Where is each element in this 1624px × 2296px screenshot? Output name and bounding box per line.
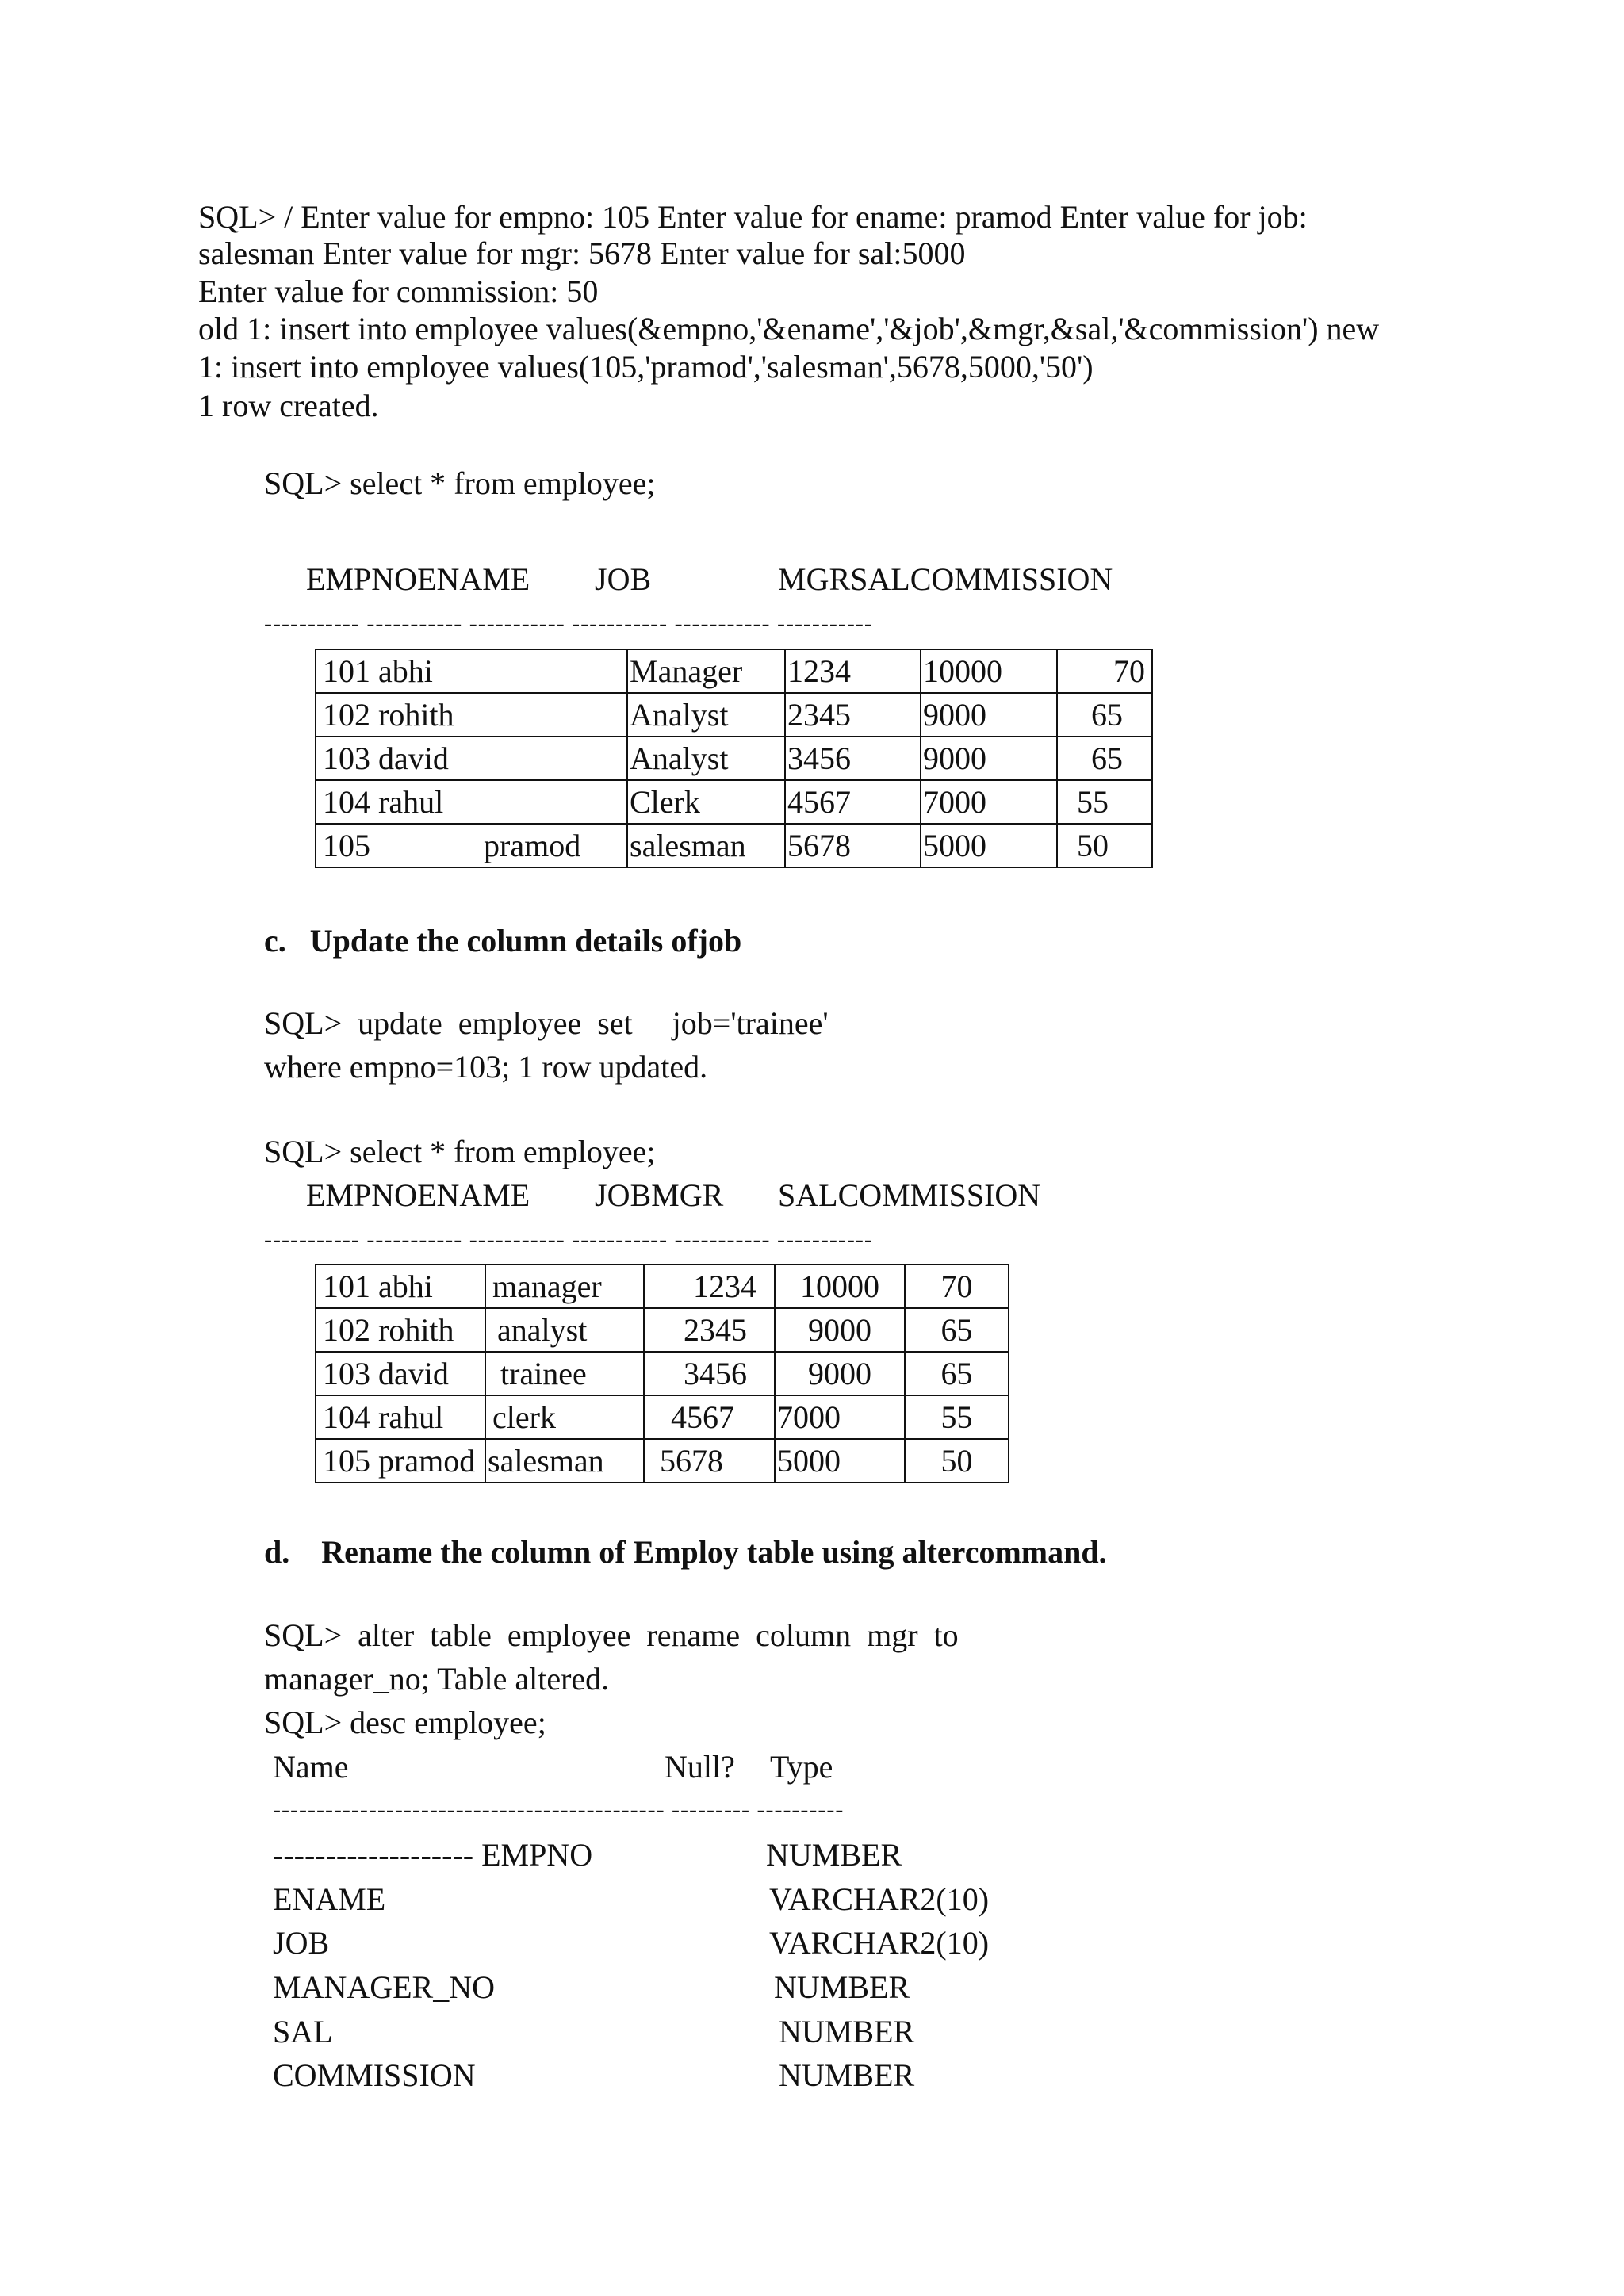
table-cell: Clerk <box>627 780 785 824</box>
desc-row-sal-type: NUMBER <box>779 2014 915 2049</box>
desc-header-null: Null? <box>665 1749 735 1785</box>
select-command-2: SQL> select * from employee; <box>264 1134 656 1169</box>
table-cell: pramod <box>484 824 627 867</box>
table-cell: 65 <box>1057 737 1152 780</box>
desc-row-empno-type: NUMBER <box>766 1837 902 1873</box>
desc-row-ename-name: ENAME <box>273 1881 386 1917</box>
insert-prompt-line-1: SQL> / Enter value for empno: 105 Enter value for ename: pramod Enter value for job: <box>198 199 1308 235</box>
table-cell: 101 abhi <box>316 649 484 693</box>
select2-header-sal-commission: SALCOMMISSION <box>778 1177 1041 1213</box>
table-cell: 5000 <box>775 1439 905 1483</box>
alter-command-line-1: SQL> alter table employee rename column mgr to <box>264 1617 959 1653</box>
desc-row-empno-name: ------------------- EMPNO <box>273 1837 593 1873</box>
desc-command: SQL> desc employee; <box>264 1705 546 1740</box>
table-cell: 9000 <box>921 693 1057 737</box>
table-cell: 9000 <box>775 1308 905 1352</box>
desc-row-sal-name: SAL <box>273 2014 333 2049</box>
table-cell: 2345 <box>644 1308 775 1352</box>
table-cell: 7000 <box>775 1395 905 1439</box>
select2-result-table <box>315 1264 1009 1483</box>
table-cell: 4567 <box>644 1395 775 1439</box>
select2-header-empno-ename: EMPNOENAME <box>306 1177 530 1213</box>
table-cell: Manager <box>627 649 785 693</box>
desc-header-name: Name <box>273 1749 349 1785</box>
table-cell <box>484 780 627 824</box>
insert-prompt-line-5: 1: insert into employee values(105,'pramod','salesman',5678,5000,'50') <box>198 349 1094 385</box>
table-cell: 50 <box>1057 824 1152 867</box>
table-cell: 9000 <box>775 1352 905 1395</box>
table-cell: analyst <box>485 1308 644 1352</box>
table-cell: 105 pramod <box>316 1439 485 1483</box>
table-cell: trainee <box>485 1352 644 1395</box>
table-row <box>316 1395 1009 1439</box>
table-cell: 1234 <box>785 649 921 693</box>
alter-command-line-2: manager_no; Table altered. <box>264 1661 610 1697</box>
table-cell: 65 <box>905 1352 1009 1395</box>
desc-row-ename-type: VARCHAR2(10) <box>769 1881 990 1917</box>
table-cell: 104 rahul <box>316 780 484 824</box>
select1-header-mgr-sal-commission: MGRSALCOMMISSION <box>778 561 1113 597</box>
insert-prompt-line-2: salesman Enter value for mgr: 5678 Enter value for sal:5000 <box>198 235 966 271</box>
select2-header-job-mgr: JOBMGR <box>595 1177 724 1213</box>
table-cell: 50 <box>905 1439 1009 1483</box>
table-row <box>316 1265 1009 1308</box>
table-cell: manager <box>485 1265 644 1308</box>
table-cell: 102 rohith <box>316 1308 485 1352</box>
desc-row-commission-type: NUMBER <box>779 2057 915 2093</box>
table-cell <box>484 649 627 693</box>
table-cell: 4567 <box>785 780 921 824</box>
update-command-line-1: SQL> update employee set job='trainee' <box>264 1005 829 1041</box>
insert-prompt-line-4: old 1: insert into employee values(&empno,'&ename','&job',&mgr,&sal,'&commission') new <box>198 311 1380 346</box>
desc-header-type: Type <box>770 1749 833 1785</box>
select2-dash-separator: ----------- ----------- ----------- ----------- ----------- ----------- <box>264 1226 873 1253</box>
select1-header-job: JOB <box>595 561 652 597</box>
select-command-1: SQL> select * from employee; <box>264 465 656 501</box>
table-cell: 70 <box>905 1265 1009 1308</box>
update-command-line-2: where empno=103; 1 row updated. <box>264 1049 708 1085</box>
table-cell: 7000 <box>921 780 1057 824</box>
table-cell: 5678 <box>644 1439 775 1483</box>
table-cell: 70 <box>1057 649 1152 693</box>
table-cell: salesman <box>627 824 785 867</box>
table-cell: 65 <box>905 1308 1009 1352</box>
table-cell: Analyst <box>627 737 785 780</box>
desc-row-job-type: VARCHAR2(10) <box>769 1925 990 1961</box>
table-cell: 3456 <box>644 1352 775 1395</box>
section-c-heading: c. Update the column details ofjob <box>264 923 742 959</box>
table-cell: 55 <box>905 1395 1009 1439</box>
desc-row-commission-name: COMMISSION <box>273 2057 476 2093</box>
insert-prompt-line-3: Enter value for commission: 50 <box>198 274 599 309</box>
table-cell: 55 <box>1057 780 1152 824</box>
select1-dash-separator: ----------- ----------- ----------- ----------- ----------- ----------- <box>264 610 873 637</box>
desc-row-manager-no-type: NUMBER <box>774 1969 910 2005</box>
table-row <box>316 649 1152 693</box>
table-cell <box>484 693 627 737</box>
table-cell: 65 <box>1057 693 1152 737</box>
desc-row-manager-no-name: MANAGER_NO <box>273 1969 495 2005</box>
table-cell: 5000 <box>921 824 1057 867</box>
table-row <box>316 1352 1009 1395</box>
desc-dash-separator: --------------------------------------------- --------- ---------- <box>273 1797 845 1823</box>
table-cell: 102 rohith <box>316 693 484 737</box>
insert-prompt-line-6: 1 row created. <box>198 388 379 423</box>
table-cell: 9000 <box>921 737 1057 780</box>
table-cell: 105 <box>316 824 484 867</box>
table-row <box>316 1308 1009 1352</box>
select1-result-table <box>315 649 1153 868</box>
table-row <box>316 1439 1009 1483</box>
table-cell: 5678 <box>785 824 921 867</box>
table-cell: 1234 <box>644 1265 775 1308</box>
table-row <box>316 824 1152 867</box>
desc-row-job-name: JOB <box>273 1925 330 1961</box>
table-cell: 103 david <box>316 1352 485 1395</box>
select1-header-empno-ename: EMPNOENAME <box>306 561 530 597</box>
table-cell: 10000 <box>921 649 1057 693</box>
table-cell <box>484 737 627 780</box>
table-cell: 2345 <box>785 693 921 737</box>
table-cell: 3456 <box>785 737 921 780</box>
table-row <box>316 693 1152 737</box>
table-cell: 101 abhi <box>316 1265 485 1308</box>
table-row <box>316 737 1152 780</box>
table-cell: 103 david <box>316 737 484 780</box>
table-cell: 10000 <box>775 1265 905 1308</box>
table-row <box>316 780 1152 824</box>
table-cell: salesman <box>485 1439 644 1483</box>
section-d-heading: d. Rename the column of Employ table using altercommand. <box>264 1534 1107 1570</box>
table-cell: 104 rahul <box>316 1395 485 1439</box>
table-cell: clerk <box>485 1395 644 1439</box>
table-cell: Analyst <box>627 693 785 737</box>
